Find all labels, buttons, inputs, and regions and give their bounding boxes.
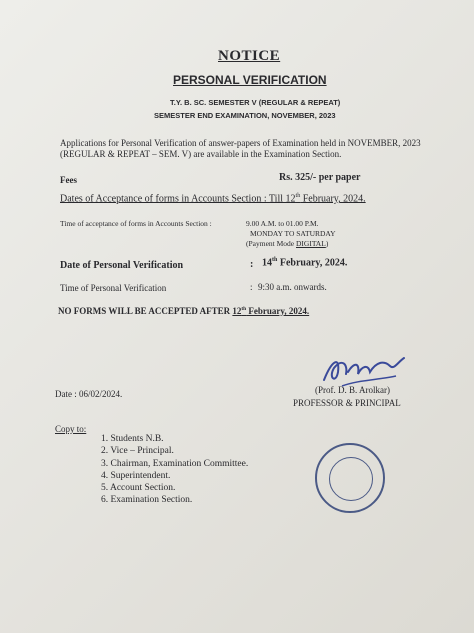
copy-to-item: 6. Examination Section. [101, 495, 193, 506]
acceptance-dates-month: February, 2024. [300, 193, 366, 205]
copy-to-item: 3. Chairman, Examination Committee. [101, 458, 249, 469]
fees-label: Fees [60, 175, 77, 185]
deadline-warning-day: 12 [232, 306, 242, 316]
copy-to-label: Copy to: [55, 424, 87, 434]
verification-date-value [262, 257, 347, 268]
deadline-warning-text: NO FORMS WILL BE ACCEPTED AFTER [58, 306, 233, 316]
acceptance-dates [60, 193, 366, 204]
verification-time-label: Time of Personal Verification [60, 283, 167, 293]
notice-title: NOTICE [218, 48, 281, 64]
notice-subheading-exam: SEMESTER END EXAMINATION, NOVEMBER, 2023 [154, 111, 336, 120]
verification-date-colon: : [250, 259, 254, 270]
college-seal-inner-ring [329, 457, 373, 501]
acceptance-time-hours: 9.00 A.M. to 01.00 P.M. [246, 219, 319, 228]
payment-mode-value: DIGITAL [296, 239, 326, 248]
verification-time-colon: : [250, 282, 253, 292]
deadline-warning [58, 306, 309, 316]
signature-image [318, 350, 408, 390]
verification-date-month: February, 2024. [277, 257, 348, 269]
verification-date-label: Date of Personal Verification [60, 260, 184, 271]
notice-subheading-class: T.Y. B. SC. SEMESTER V (REGULAR & REPEAT) [170, 98, 341, 107]
payment-mode-suffix: ) [325, 239, 329, 248]
copy-to-item: 4. Superintendent. [101, 470, 171, 481]
copy-to-item: 5. Account Section. [101, 483, 176, 494]
fees-value: Rs. 325/- per paper [279, 172, 361, 183]
verification-date-day: 14 [262, 257, 272, 269]
signatory-title: PROFESSOR & PRINCIPAL [293, 398, 401, 408]
acceptance-time-label: Time of acceptance of forms in Accounts Section : [60, 219, 212, 228]
college-seal-stamp [315, 443, 385, 513]
notice-date: Date : 06/02/2024. [55, 389, 123, 399]
acceptance-dates-sup: th [295, 193, 301, 199]
deadline-warning-month: February, 2024. [246, 306, 310, 316]
notice-heading: PERSONAL VERIFICATION [173, 73, 327, 87]
deadline-warning-date [232, 306, 309, 316]
signatory-name: (Prof. D. B. Arolkar) [315, 385, 390, 395]
payment-mode [246, 239, 328, 248]
copy-to-item: 1. Students N.B. [101, 434, 164, 444]
acceptance-time-days: MONDAY TO SATURDAY [250, 229, 336, 238]
verification-time-value: 9:30 a.m. onwards. [258, 282, 327, 292]
verification-date-sup: th [272, 257, 278, 263]
copy-to-list [101, 433, 248, 507]
copy-to-item: 2. Vice – Principal. [101, 446, 174, 457]
acceptance-dates-text: Dates of Acceptance of forms in Accounts Section : Till 12 [60, 193, 296, 205]
notice-intro-paragraph: Applications for Personal Verification of answer-papers of Examination held in NOVEMBER, 2023 (REGULAR & REPEAT – SEM. V) are available in the Examination Section. [60, 138, 421, 159]
deadline-warning-sup: th [241, 306, 247, 312]
payment-mode-prefix: (Payment Mode [246, 239, 296, 248]
